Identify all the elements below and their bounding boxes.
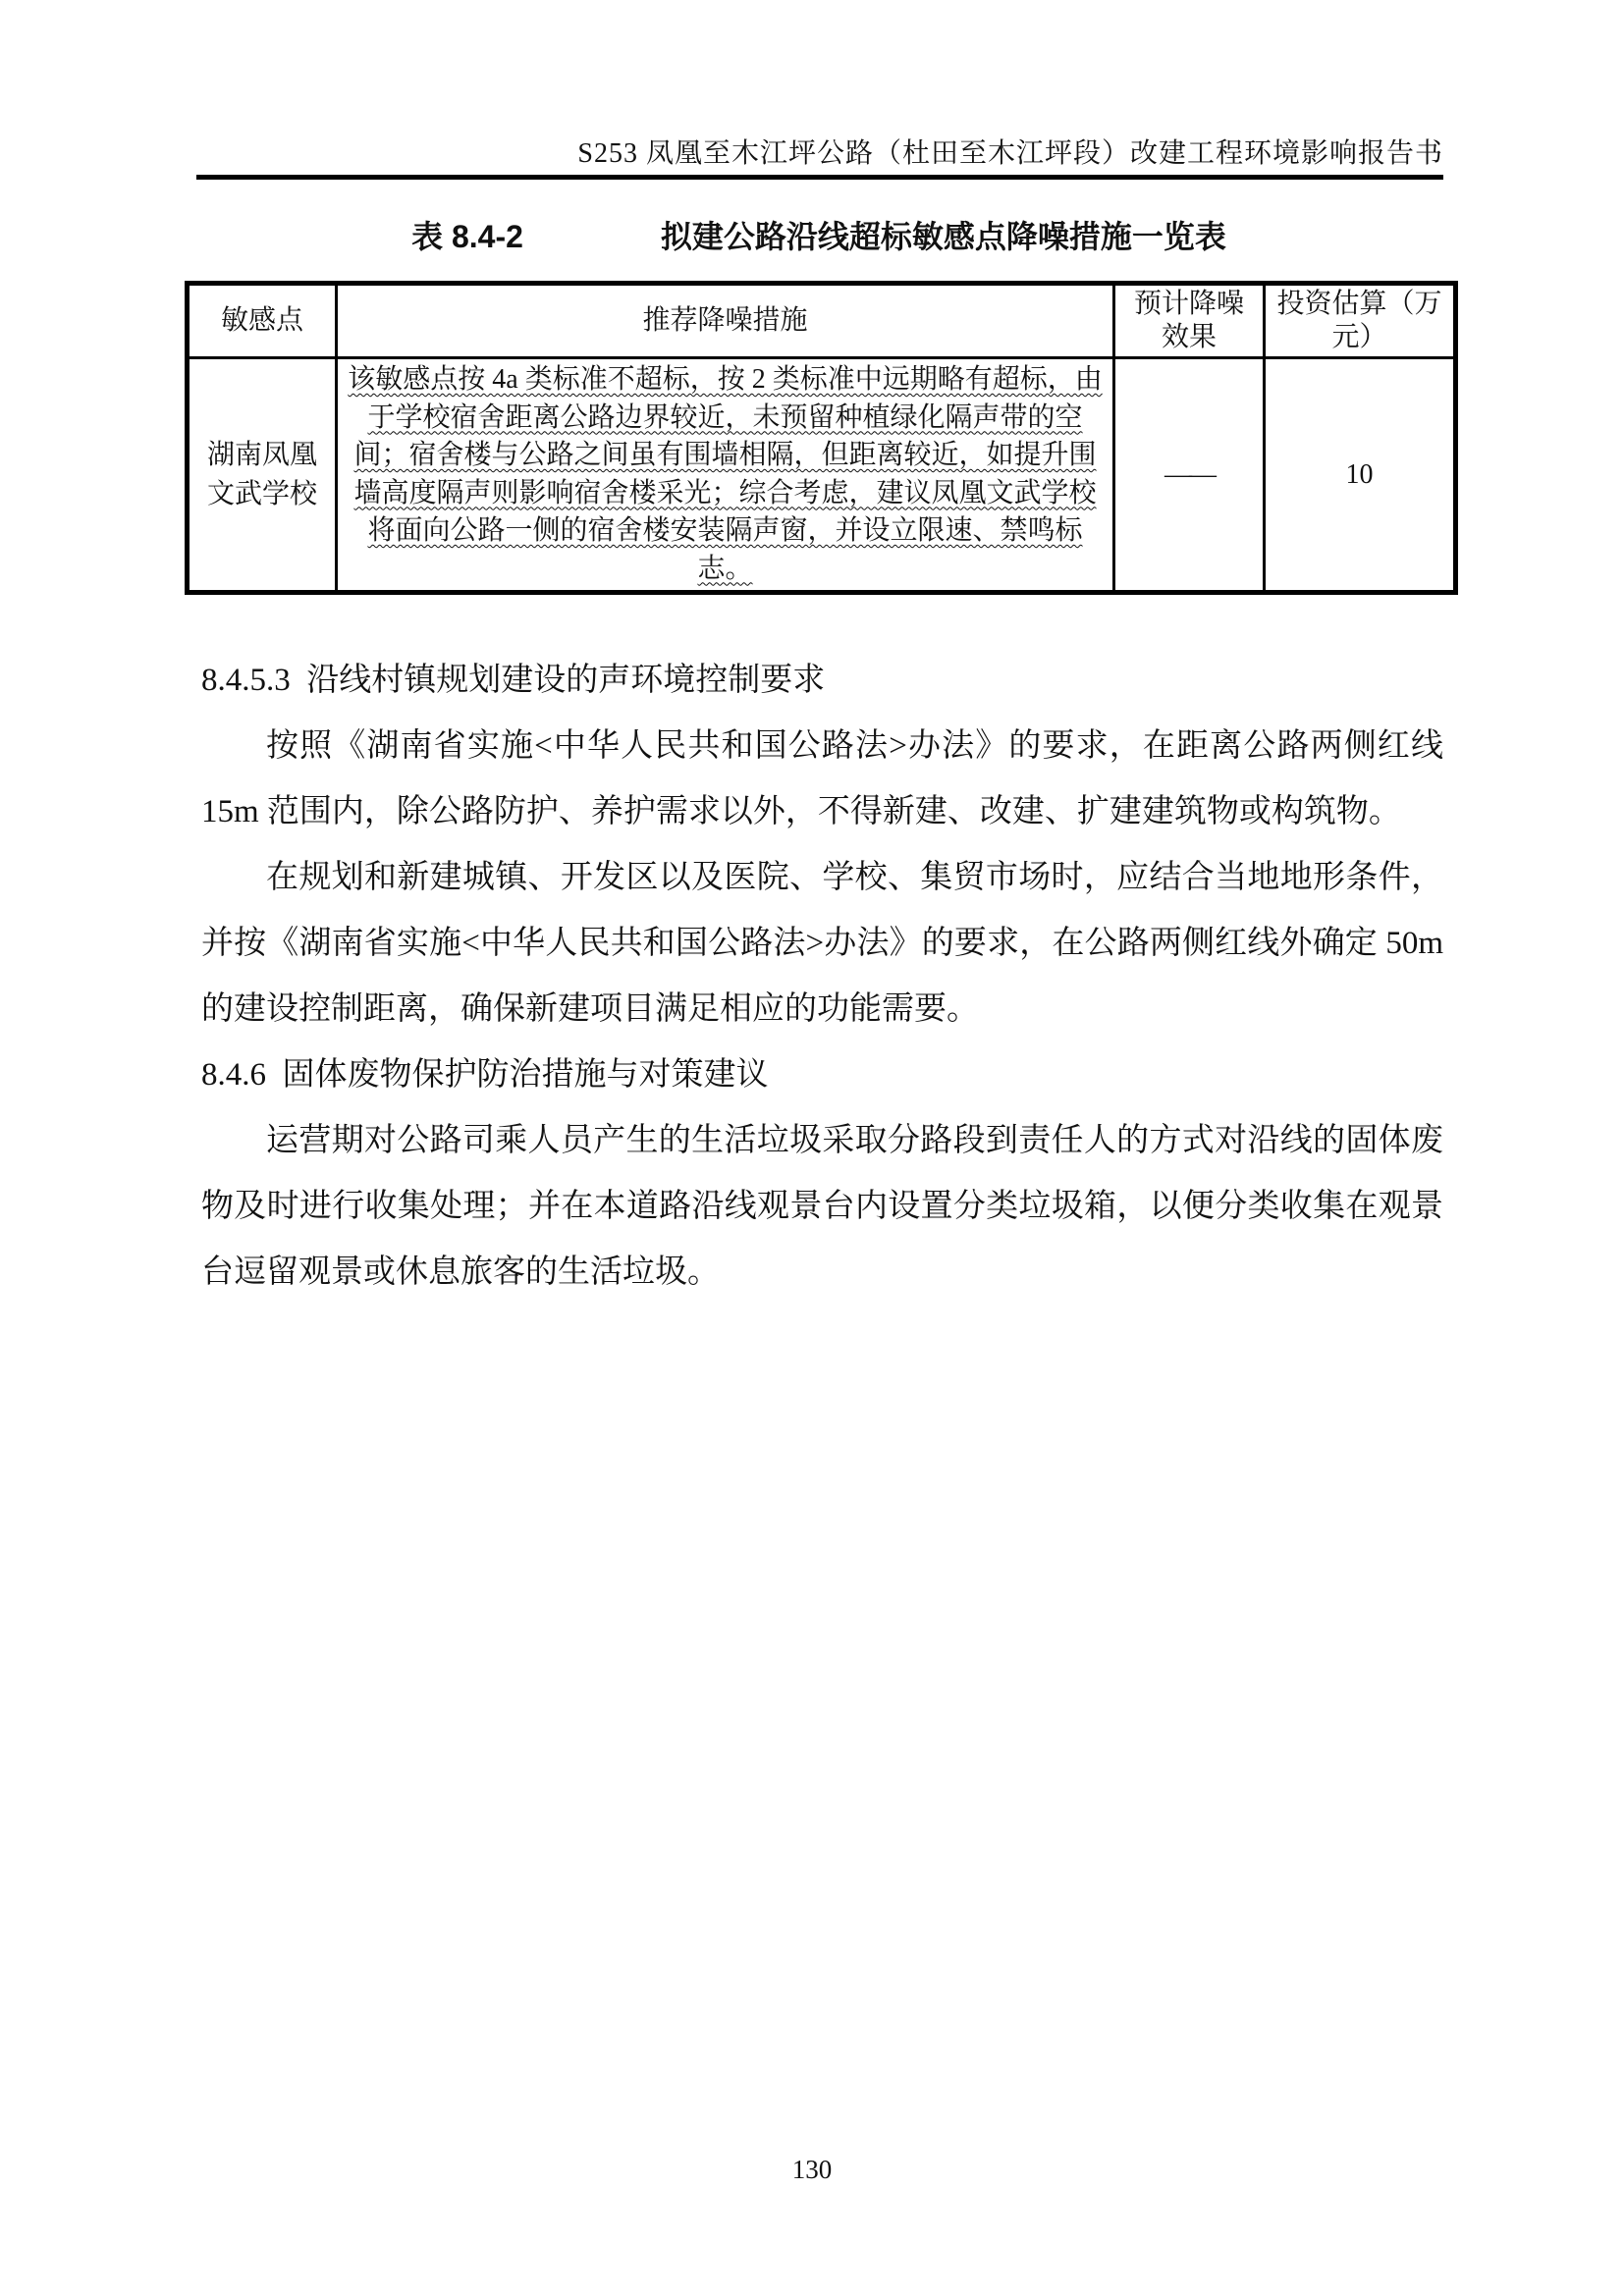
paragraph-control-distance-50m: 在规划和新建城镇、开发区以及医院、学校、集贸市场时，应结合当地地形条件，并按《湖南省实施<中华人民共和国公路法>办法》的要求，在公路两侧红线外确定 50m 的建设控制距离，确保新建项目满足相应的功能需要。 — [201, 860, 1443, 1027]
header-rule — [196, 175, 1443, 180]
measure-text: 该敏感点按 4a 类标准不超标，按 2 类标准中远期略有超标，由于学校宿舍距离公路边界较近，未预留种植绿化隔声带的空间；宿舍楼与公路之间虽有围墙相隔，但距离较近，如提升围墙高度隔声则影响宿舍楼采光；综合考虑，建议凤凰文武学校将面向公路一侧的宿舍楼安装隔声窗，并设立限速、禁鸣标志。 — [348, 364, 1103, 584]
page-number: 130 — [791, 2155, 833, 2184]
noise-mitigation-table — [185, 281, 1458, 595]
paragraph-red-line-15m: 按照《湖南省实施<中华人民共和国公路法>办法》的要求，在距离公路两侧红线 15m 范围内，除公路防护、养护需求以外，不得新建、改建、扩建建筑物或构筑物。 — [201, 728, 1443, 829]
paragraph-solid-waste: 运营期对公路司乘人员产生的生活垃圾采取分路段到责任人的方式对沿线的固体废物及时进行收集处理；并在本道路沿线观景台内设置分类垃圾箱，以便分类收集在观景台逗留观景或休息旅客的生活垃圾。 — [201, 1123, 1443, 1290]
col-header-expected-effect: 预计降噪效果 — [1114, 284, 1265, 358]
body-text — [185, 648, 1443, 1306]
cell-sensitive-point: 湖南凤凰文武学校 — [188, 358, 337, 593]
cell-expected-effect: —— — [1114, 358, 1265, 593]
section-heading-8-4-6: 8.4.6 固体废物保护防治措施与对策建议 — [201, 1057, 769, 1093]
cell-recommended-measure — [337, 358, 1114, 593]
page-footer — [0, 2155, 1624, 2185]
col-header-sensitive-point: 敏感点 — [188, 284, 337, 358]
document-header — [185, 0, 1453, 180]
table-header-row — [188, 284, 1456, 358]
section-heading-8-4-5-3: 8.4.5.3 沿线村镇规划建设的声环境控制要求 — [201, 663, 826, 698]
content-area — [185, 0, 1453, 1306]
table-caption — [185, 219, 1453, 254]
table-label: 表 8.4-2 — [411, 219, 523, 254]
col-header-investment-estimate: 投资估算（万元） — [1265, 284, 1456, 358]
table-title: 拟建公路沿线超标敏感点降噪措施一览表 — [660, 219, 1226, 254]
cell-investment-estimate: 10 — [1265, 358, 1456, 593]
col-header-recommended-measures: 推荐降噪措施 — [337, 284, 1114, 358]
table-row — [188, 358, 1456, 593]
running-header-title: S253 凤凰至木江坪公路（杜田至木江坪段）改建工程环境影响报告书 — [577, 138, 1443, 169]
